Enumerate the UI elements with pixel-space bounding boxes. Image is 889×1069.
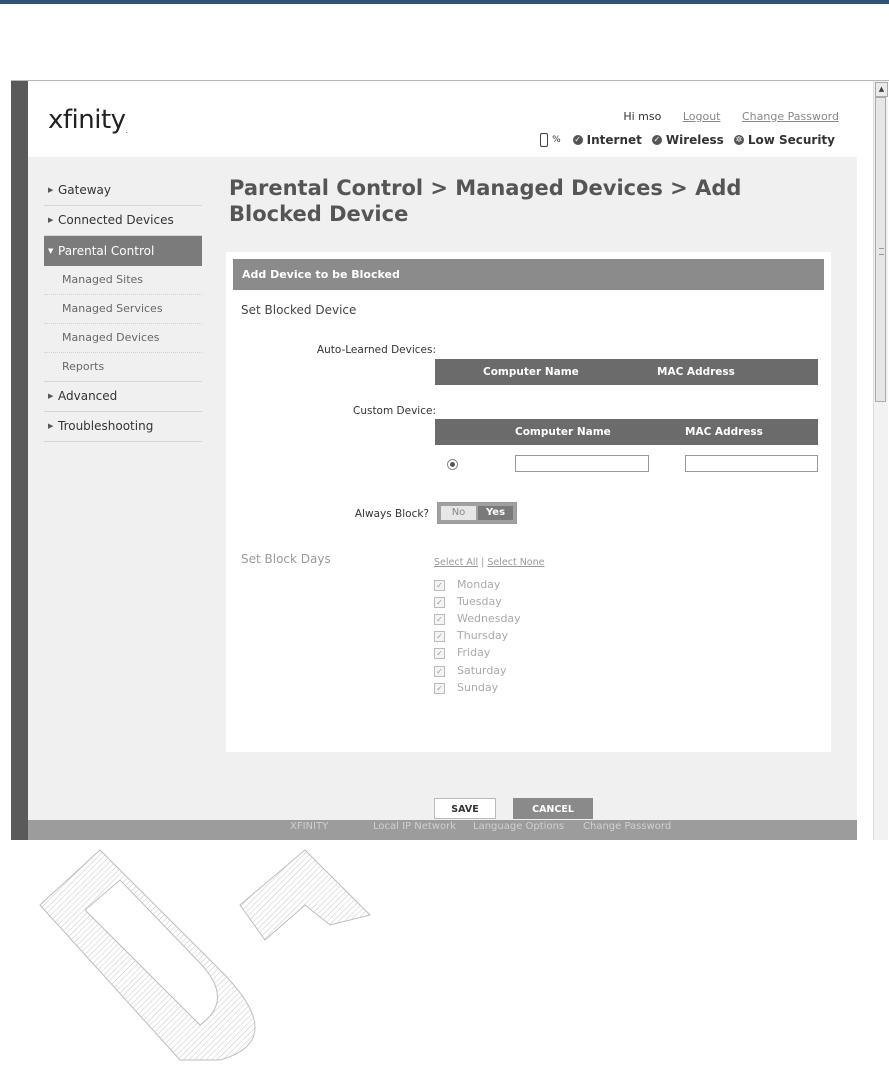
logout-link[interactable]: Logout [682,110,721,123]
day-thursday[interactable] [434,628,508,644]
day-sunday[interactable] [434,680,498,696]
custom-device-table-header [435,419,818,445]
day-tuesday[interactable] [434,594,502,610]
sidebar-item-label: Connected Devices [58,213,174,227]
sidebar-nav [44,176,202,442]
sidebar-item-label: Parental Control [58,244,155,258]
select-none-link[interactable]: Select None [487,557,545,568]
day-label: Monday [457,578,501,591]
xfinity-logo[interactable] [48,105,128,135]
set-blocked-device-heading: Set Blocked Device [241,303,357,317]
greeting-text: Hi mso [623,110,662,123]
vertical-scrollbar[interactable] [873,81,888,840]
gear-icon: ✲ [735,135,743,144]
day-label: Thursday [457,629,509,642]
day-label: Friday [457,646,491,659]
day-saturday[interactable] [434,663,507,679]
sidebar-item-label: Troubleshooting [58,419,154,433]
sidebar-subitem-managed-services[interactable]: Managed Services [44,295,202,324]
check-icon: ✓ [574,135,581,144]
status-security[interactable]: Low Security [747,133,835,147]
status-bar [540,133,835,147]
chevron-right-icon: ▶ [48,186,54,194]
sidebar-item-troubleshooting[interactable] [44,412,202,442]
day-monday[interactable] [434,577,500,593]
col-mac-address: MAC Address [685,426,763,438]
footer-link-language[interactable]: Language Options [473,821,565,832]
browser-frame [11,80,889,840]
checkbox-icon: ✓ [434,580,445,591]
custom-device-radio[interactable] [447,459,458,470]
logo-mark: . [125,126,128,135]
draft-watermark [30,845,390,1065]
day-wednesday[interactable] [434,611,521,627]
scroll-area [857,81,889,840]
checkbox-icon: ✓ [434,648,445,659]
checkbox-icon: ✓ [434,631,445,642]
panel-header: Add Device to be Blocked [233,259,824,290]
cancel-button[interactable]: CANCEL [513,798,593,819]
col-mac-address: MAC Address [657,366,735,378]
grip-icon [879,248,884,255]
select-all-link[interactable]: Select All [434,557,479,568]
watermark-letter-r [240,850,370,940]
sidebar-item-gateway[interactable] [44,176,202,206]
page-footer [28,820,857,840]
custom-device-label: Custom Device: [352,405,436,417]
day-label: Saturday [457,664,507,677]
footer-link-local-ip[interactable]: Local IP Network [373,821,457,832]
page-header [28,81,857,157]
sidebar-item-parental-control[interactable] [44,236,202,266]
sidebar-item-advanced[interactable] [44,382,202,412]
sidebar-subitem-managed-devices[interactable]: Managed Devices [44,324,202,353]
day-label: Sunday [457,681,499,694]
computer-name-input[interactable] [515,455,649,472]
sidebar-subitem-reports[interactable]: Reports [44,353,202,382]
always-block-label: Always Block? [354,508,429,520]
day-label: Tuesday [457,595,502,608]
col-computer-name: Computer Name [515,426,611,438]
router-page [28,81,857,840]
watermark-letter-d [40,850,255,1060]
chevron-down-icon: ▼ [48,247,54,255]
check-icon: ✓ [653,135,661,144]
status-internet[interactable]: Internet [586,133,642,147]
status-wireless[interactable]: Wireless [665,133,724,147]
change-password-link[interactable]: Change Password [742,110,839,123]
toggle-yes[interactable]: Yes [478,506,513,520]
checkbox-icon: ✓ [434,597,445,608]
chevron-right-icon: ▶ [48,216,54,224]
top-accent-bar [0,0,889,4]
auto-learned-label: Auto-Learned Devices: [316,344,436,356]
sidebar-item-connected-devices[interactable] [44,206,202,236]
chevron-right-icon: ▶ [48,422,54,430]
logo-text: xfinity [48,105,126,135]
select-links [434,557,545,568]
footer-link-change-password[interactable]: Change Password [583,821,672,832]
day-friday[interactable] [434,645,490,661]
scrollbar-thumb[interactable] [875,97,886,402]
sidebar-item-label: Gateway [58,183,112,197]
toggle-no[interactable]: No [441,506,476,520]
battery-icon [540,133,548,147]
set-block-days-heading: Set Block Days [241,552,331,566]
chevron-right-icon: ▶ [48,392,54,400]
scroll-up-icon[interactable]: ▲ [875,82,888,97]
page-title: Parental Control > Managed Devices > Add Blocked Device [229,176,742,226]
checkbox-icon: ✓ [434,614,445,625]
select-separator: | [481,557,485,568]
always-block-toggle[interactable] [437,502,517,524]
mac-address-input[interactable] [685,455,818,472]
sidebar-item-label: Advanced [58,389,118,403]
save-button[interactable]: SAVE [434,798,496,819]
battery-percent: % [552,135,561,145]
col-computer-name: Computer Name [483,366,579,378]
checkbox-icon: ✓ [434,666,445,677]
checkbox-icon: ✓ [434,683,445,694]
auto-learned-table-header [435,359,818,385]
sidebar-subitem-managed-sites[interactable]: Managed Sites [44,266,202,295]
day-label: Wednesday [457,612,521,625]
add-device-panel [226,252,831,815]
header-links [605,110,839,123]
footer-brand: XFINITY [290,821,329,832]
